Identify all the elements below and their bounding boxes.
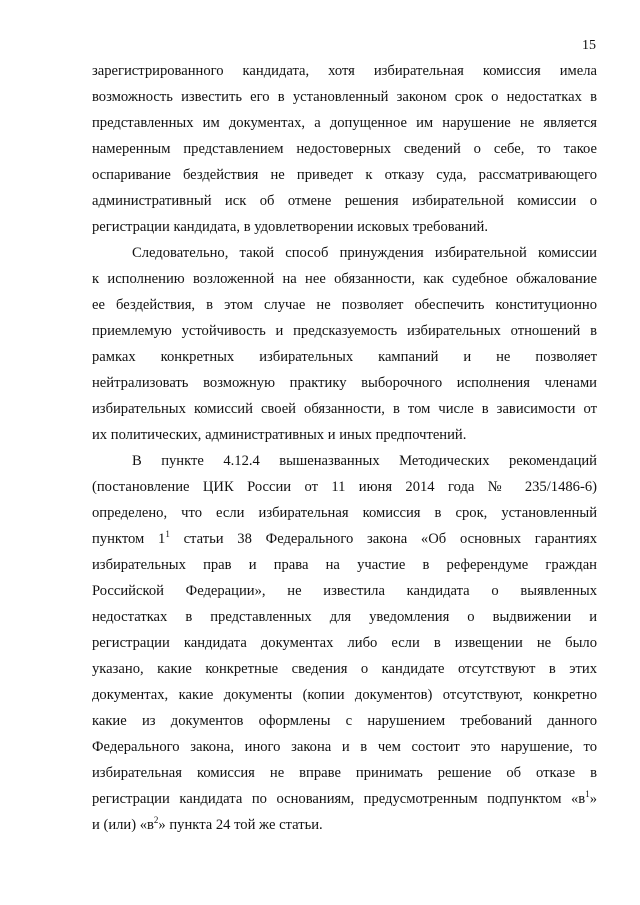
text-line: их политических, административных и иных предпочтений. bbox=[92, 427, 467, 443]
text-fragment: » bbox=[158, 817, 166, 833]
text-line: какие из документов оформлены с нарушением требований данного bbox=[92, 713, 597, 729]
text-line: определено, что если избирательная комиссия в срок, установленный bbox=[92, 505, 597, 521]
text-line: избирательных комиссий своей обязанности, в том числе в зависимости от bbox=[92, 401, 597, 417]
text-fragment: и (или) «в bbox=[92, 817, 154, 833]
text-line: В пункте 4.12.4 вышеназванных Методических рекомендаций bbox=[132, 453, 597, 469]
text-line: приемлемую устойчивость и предсказуемость избирательных отношений в bbox=[92, 323, 597, 339]
text-line: Федерального закона, иного закона и в чем состоит это нарушение, то bbox=[92, 739, 597, 755]
text-line: ее бездействия, в этом случае не позволяет обеспечить конституционно bbox=[92, 297, 597, 313]
text-line: намеренным представлением недостоверных сведений о себе, то такое bbox=[92, 141, 597, 157]
text-line bbox=[92, 786, 597, 812]
text-line: Следовательно, такой способ принуждения избирательной комиссии bbox=[132, 245, 597, 261]
body-text bbox=[92, 58, 597, 838]
text-line: зарегистрированного кандидата, хотя избирательная комиссия имела bbox=[92, 63, 597, 79]
text-line: указано, какие конкретные сведения о кандидате отсутствуют в этих bbox=[92, 661, 597, 677]
paragraph-1 bbox=[92, 58, 597, 240]
paragraph-2 bbox=[92, 240, 597, 448]
superscript: 2 bbox=[153, 815, 159, 825]
superscript: 1 bbox=[585, 789, 590, 799]
text-line: избирательных прав и права на участие в референдуме граждан bbox=[92, 557, 597, 573]
text-line: избирательная комиссия не вправе принимать решение об отказе в bbox=[92, 765, 597, 781]
superscript: 1 bbox=[165, 529, 170, 539]
text-fragment: » bbox=[589, 791, 597, 807]
text-line: рамках конкретных избирательных кампаний и не позволяет bbox=[92, 349, 597, 365]
text-fragment: пунктом 1 bbox=[92, 531, 166, 547]
text-line: (постановление ЦИК России от 11 июня 2014 года № 235/1486-6) bbox=[92, 479, 597, 495]
paragraph-3 bbox=[92, 448, 597, 838]
text-fragment: статьи 38 Федерального закона «Об основных гарантиях bbox=[183, 531, 597, 547]
page-number: 15 bbox=[582, 38, 596, 53]
text-line: регистрации кандидата, в удовлетворении исковых требований. bbox=[92, 219, 488, 235]
text-line: представленных им документах, а допущенное им нарушение не является bbox=[92, 115, 597, 131]
text-fragment: пункта 24 той же статьи. bbox=[169, 817, 323, 833]
text-line: административный иск об отмене решения избирательной комиссии о bbox=[92, 193, 597, 209]
text-line: регистрации кандидата документах либо если в извещении не было bbox=[92, 635, 597, 651]
text-line: нейтрализовать возможную практику выборочного исполнения членами bbox=[92, 375, 597, 391]
text-line: Российской Федерации», не известила кандидата о выявленных bbox=[92, 583, 597, 599]
text-fragment: регистрации кандидата по основаниям, предусмотренным подпунктом «в bbox=[92, 791, 586, 807]
text-line: документах, какие документы (копии документов) отсутствуют, конкретно bbox=[92, 687, 597, 703]
text-line: возможность известить его в установленный законом срок о недостатках в bbox=[92, 89, 597, 105]
text-line: оспаривание бездействия не приведет к отказу суда, рассматривающего bbox=[92, 167, 597, 183]
text-line: недостатках в представленных для уведомления о выдвижении и bbox=[92, 609, 597, 625]
text-line bbox=[92, 526, 597, 552]
text-line bbox=[92, 812, 597, 838]
text-line: к исполнению возложенной на нее обязанности, как судебное обжалование bbox=[92, 271, 597, 287]
